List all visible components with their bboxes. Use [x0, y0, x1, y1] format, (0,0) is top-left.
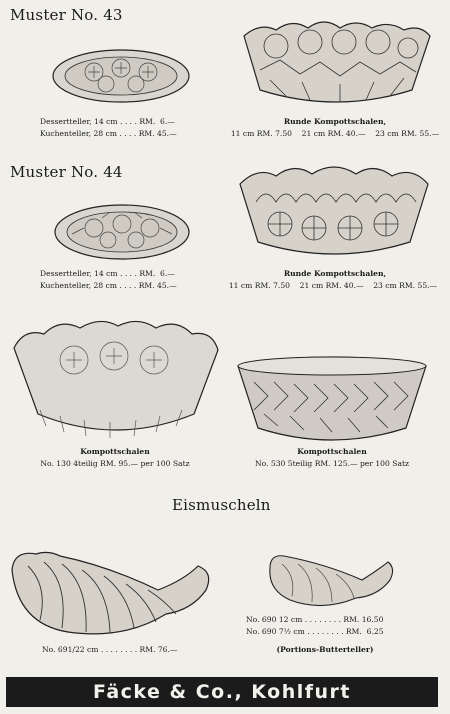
shell-690-note: (Portions-Butterteller): [276, 645, 374, 654]
kompott-right-title: Kompottschalen: [297, 447, 367, 456]
dessert-plate-44-image: [52, 200, 192, 264]
compote-bowl-44-image: [236, 162, 432, 262]
muster-43-heading: Muster No. 43: [10, 6, 123, 24]
muster-43-runde-title: Runde Kompottschalen,: [283, 117, 387, 126]
muster-44-dessert-price: Dessertteller, 14 cm . . . . RM. 6.—: [40, 269, 175, 278]
muster-43-runde-sizes: 11 cm RM. 7.50 21 cm RM. 40.— 23 cm RM. 55.—: [230, 129, 440, 138]
shell-dish-691-image: [8, 536, 218, 640]
kompott-left-title: Kompottschalen: [80, 447, 150, 456]
kompott-right-price: No. 530 5teilig RM. 125.— per 100 Satz: [254, 459, 410, 468]
kompott-bowl-530-image: [234, 352, 430, 446]
kompott-bowl-130-image: [10, 314, 222, 444]
kompott-left-price: No. 130 4teilig RM. 95.— per 100 Satz: [40, 459, 190, 468]
shell-690-7cm-price: No. 690 7½ cm . . . . . . . . RM. 6.25: [246, 627, 384, 636]
shell-dish-690-image: [266, 546, 396, 610]
shell-690-12cm-price: No. 690 12 cm . . . . . . . . RM. 16.50: [246, 615, 384, 624]
eismuscheln-heading: Eismuscheln: [172, 496, 271, 514]
muster-44-runde-title: Runde Kompottschalen,: [283, 269, 387, 278]
footer-banner: Fäcke & Co., Kohlfurt: [6, 677, 438, 707]
shell-691-price: No. 691/22 cm . . . . . . . . RM. 76.—: [42, 645, 178, 654]
muster-44-runde-sizes: 11 cm RM. 7.50 21 cm RM. 40.— 23 cm RM. 55.—: [228, 281, 438, 290]
muster-44-kuchen-price: Kuchenteller, 28 cm . . . . RM. 45.—: [40, 281, 177, 290]
dessert-plate-43-image: [50, 46, 192, 106]
muster-44-heading: Muster No. 44: [10, 163, 123, 181]
compote-bowl-43-image: [240, 16, 432, 108]
muster-43-dessert-price: Dessertteller, 14 cm . . . . RM. 6.—: [40, 117, 175, 126]
muster-43-kuchen-price: Kuchenteller, 28 cm . . . . RM. 45.—: [40, 129, 177, 138]
